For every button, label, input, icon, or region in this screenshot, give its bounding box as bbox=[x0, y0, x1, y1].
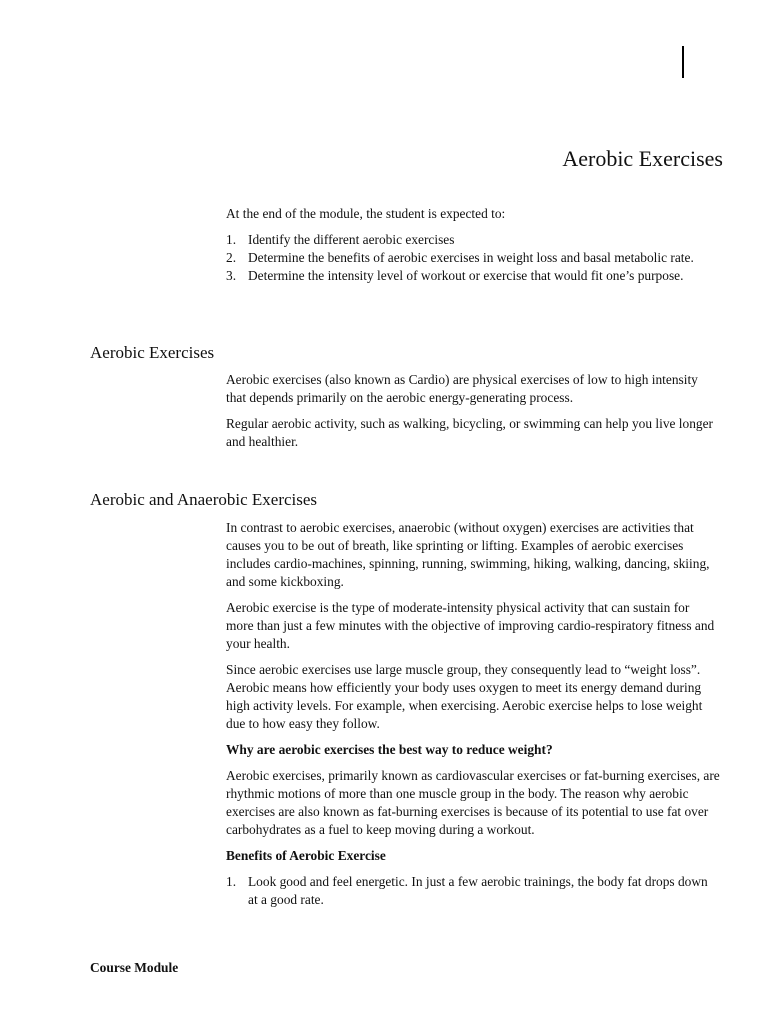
header-rule bbox=[682, 46, 684, 78]
section1-body bbox=[226, 371, 720, 459]
objectives-block bbox=[226, 205, 720, 285]
list-item: 1. Identify the different aerobic exercises bbox=[226, 232, 455, 247]
list-item: 2. Determine the benefits of aerobic exercises in weight loss and basal metabolic rate. bbox=[226, 250, 694, 265]
list-item: 3. Determine the intensity level of workout or exercise that would fit one’s purpose. bbox=[226, 268, 684, 283]
intro-text: At the end of the module, the student is expected to: bbox=[226, 206, 506, 221]
footer-label: Course Module bbox=[90, 960, 179, 975]
paragraph: Aerobic exercises, primarily known as cardiovascular exercises or fat-burning exercises, are rhythmic motions of more than one muscle group in the body. The reason why aerobic exercises are also known as fat-burning exercises is because of its potential to use fat over carbohydrates as a fuel to keep moving during a workout. bbox=[226, 768, 720, 837]
section2-body bbox=[226, 519, 720, 909]
section-heading: Aerobic Exercises bbox=[90, 343, 215, 362]
paragraph: Aerobic exercise is the type of moderate-intensity physical activity that can sustain for more than just a few minutes with the objective of improving cardio-respiratory fitness and your health. bbox=[226, 600, 715, 651]
objectives-list bbox=[226, 231, 720, 285]
section-heading: Aerobic and Anaerobic Exercises bbox=[90, 490, 318, 509]
question-heading: Why are aerobic exercises the best way to reduce weight? bbox=[226, 742, 553, 757]
benefits-list bbox=[226, 873, 720, 909]
paragraph: Aerobic exercises (also known as Cardio) are physical exercises of low to high intensity that depends primarily on the aerobic energy-generating process. bbox=[226, 372, 698, 405]
list-item: 1. Look good and feel energetic. In just a few aerobic trainings, the body fat drops down at a good rate. bbox=[226, 874, 708, 907]
benefits-heading: Benefits of Aerobic Exercise bbox=[226, 848, 386, 863]
page-title: Aerobic Exercises bbox=[562, 146, 723, 171]
paragraph: Since aerobic exercises use large muscle group, they consequently lead to “weight loss”. Aerobic means how efficiently your body uses oxygen to meet its energy demand during high activity levels. For example, when exercising. Aerobic exercise helps to lose weight due to how easy they follow. bbox=[226, 662, 703, 731]
paragraph: In contrast to aerobic exercises, anaerobic (without oxygen) exercises are activities that causes you to be out of breath, like sprinting or lifting. Examples of aerobic exercises includes cardio-machines, spinning, running, swimming, hiking, walking, dancing, skiing, and some kickboxing. bbox=[226, 520, 710, 589]
paragraph: Regular aerobic activity, such as walking, bicycling, or swimming can help you live longer and healthier. bbox=[226, 416, 714, 449]
